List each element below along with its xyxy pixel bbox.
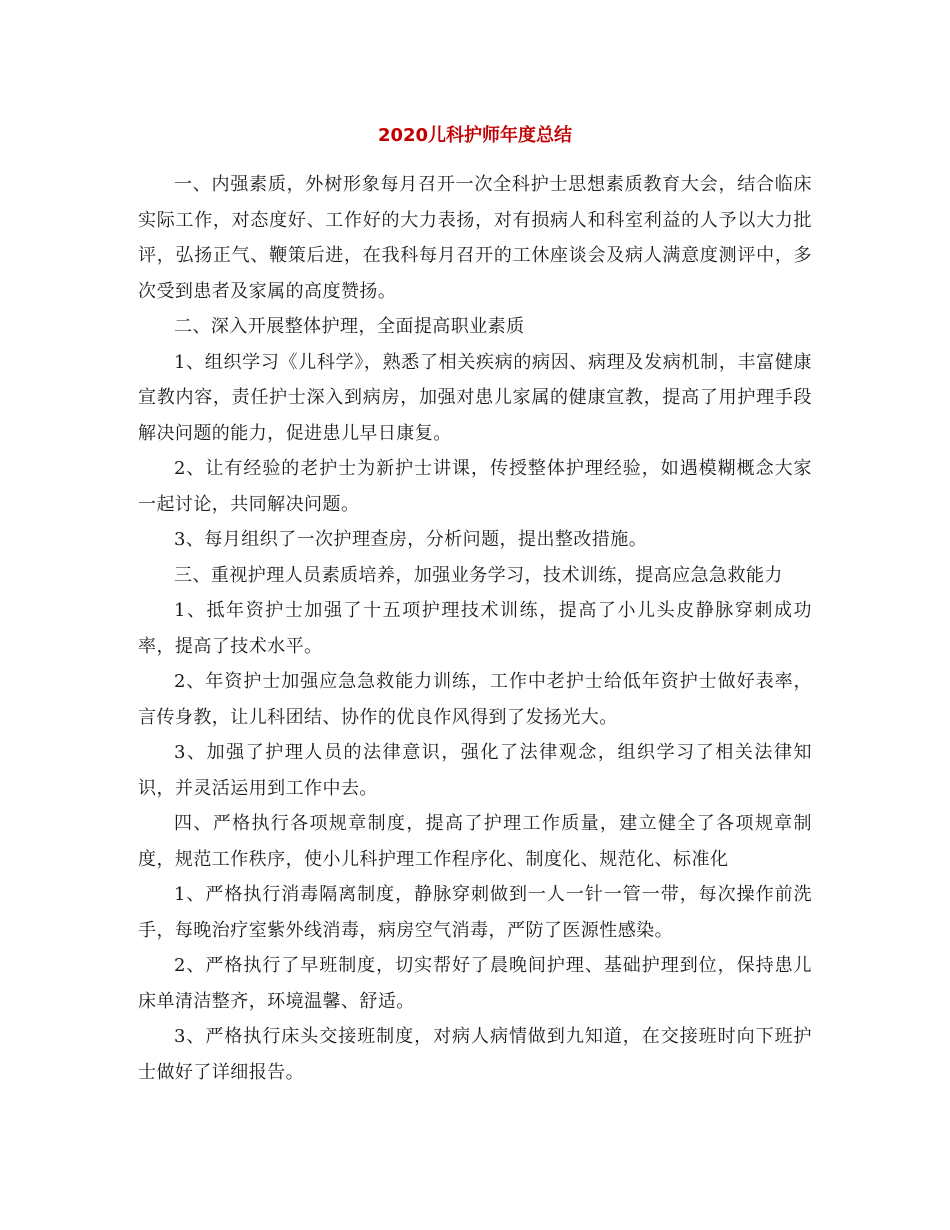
document-body [138, 167, 812, 1090]
document-title: 2020儿科护师年度总结 [377, 125, 573, 146]
paragraph-2: 二、深入开展整体护理，全面提高职业素质 [174, 316, 525, 337]
paragraph-9: 3、加强了护理人员的法律意识，强化了法律观念，组织学习了相关法律知识，并灵活运用到工作中去。 [138, 742, 812, 799]
paragraph-1: 一、内强素质，外树形象每月召开一次全科护士思想素质教育大会，结合临床实际工作，对态度好、工作好的大力表扬，对有损病人和科室利益的人予以大力批评，弘扬正气、鞭策后进，在我科每月召开的工休座谈会及病人满意度测评中，多次受到患者及家属的高度赞扬。 [138, 174, 812, 302]
paragraph-8: 2、年资护士加强应急急救能力训练，工作中老护士给低年资护士做好表率，言传身教，让儿科团结、协作的优良作风得到了发扬光大。 [138, 671, 812, 728]
paragraph-4: 2、让有经验的老护士为新护士讲课，传授整体护理经验，如遇模糊概念大家一起讨论，共同解决问题。 [138, 458, 812, 515]
paragraph-13: 3、严格执行床头交接班制度，对病人病情做到九知道，在交接班时向下班护士做好了详细报告。 [138, 1026, 812, 1083]
paragraph-10: 四、严格执行各项规章制度，提高了护理工作质量，建立健全了各项规章制度，规范工作秩序，使小儿科护理工作程序化、制度化、规范化、标准化 [138, 813, 812, 870]
paragraph-12: 2、严格执行了早班制度，切实帮好了晨晚间护理、基础护理到位，保持患儿床单清洁整齐，环境温馨、舒适。 [138, 955, 812, 1012]
paragraph-6: 三、重视护理人员素质培养，加强业务学习，技术训练，提高应急急救能力 [174, 564, 783, 586]
paragraph-3: 1、组织学习《儿科学》，熟悉了相关疾病的病因、病理及发病机制，丰富健康宣教内容，责任护士深入到病房，加强对患儿家属的健康宣教，提高了用护理手段解决问题的能力，促进患儿早日康复。 [138, 351, 812, 444]
paragraph-7: 1、抵年资护士加强了十五项护理技术训练，提高了小儿头皮静脉穿刺成功率，提高了技术水平。 [138, 600, 812, 657]
paragraph-11: 1、严格执行消毒隔离制度，静脉穿刺做到一人一针一管一带，每次操作前洗手，每晚治疗室紫外线消毒，病房空气消毒，严防了医源性感染。 [138, 884, 812, 941]
paragraph-5: 3、每月组织了一次护理查房，分析问题，提出整改措施。 [174, 529, 648, 550]
